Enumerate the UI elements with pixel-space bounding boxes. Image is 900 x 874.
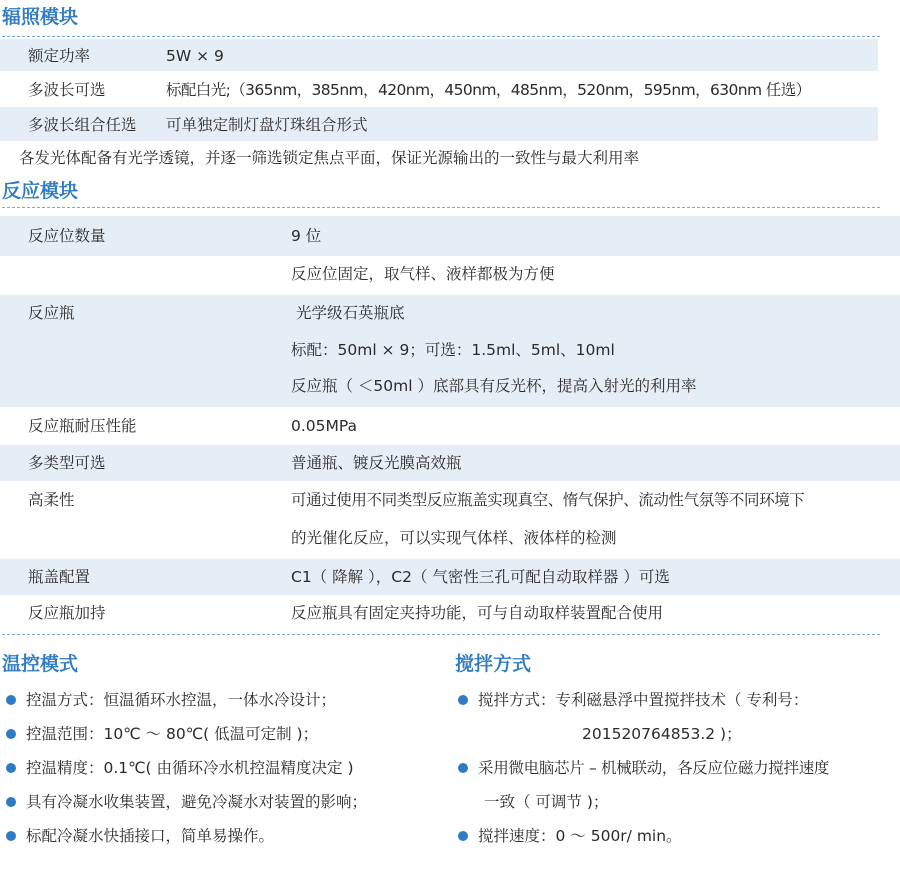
list-item: 控温精度：0.1℃( 由循环冷水机控温精度决定 ) bbox=[6, 757, 436, 791]
table-row bbox=[0, 559, 900, 595]
row-label: 反应瓶 bbox=[28, 304, 75, 322]
row-value: 0.05MPa bbox=[291, 417, 358, 435]
table-row bbox=[0, 216, 900, 256]
table-row bbox=[0, 107, 878, 141]
bullet-icon bbox=[6, 763, 16, 773]
row-value: 光学级石英瓶底 bbox=[296, 304, 405, 322]
row-label: 额定功率 bbox=[28, 47, 91, 65]
bullet-icon bbox=[458, 831, 468, 841]
row-value: 反应瓶具有固定夹持功能，可与自动取样装置配合使用 bbox=[291, 604, 664, 622]
divider bbox=[2, 634, 880, 635]
row-label: 多波长组合任选 bbox=[28, 116, 137, 134]
table-row bbox=[0, 408, 900, 444]
divider bbox=[2, 36, 880, 37]
list-item: 控温方式：恒温循环水控温，一体水冷设计； bbox=[6, 689, 436, 723]
row-value: 反应瓶（ ＜50ml ）底部具有反光杯，提高入射光的利用率 bbox=[291, 377, 697, 395]
stirring-list bbox=[458, 689, 898, 859]
row-label: 瓶盖配置 bbox=[28, 568, 91, 586]
row-label: 多波长可选 bbox=[28, 81, 106, 99]
row-label: 反应瓶加持 bbox=[28, 604, 106, 622]
row-value: 可通过使用不同类型反应瓶盖实现真空、惰气保护、流动性气氛等不同环境下 bbox=[291, 491, 805, 509]
table-row bbox=[0, 72, 878, 106]
list-item: 标配冷凝水快插接口，简单易操作。 bbox=[6, 825, 436, 859]
table-row bbox=[0, 596, 900, 630]
divider bbox=[2, 207, 880, 208]
row-value: 5W × 9 bbox=[166, 47, 224, 65]
irradiation-title: 辐照模块 bbox=[2, 6, 79, 28]
list-item: 搅拌方式：专利磁悬浮中置搅拌技术（ 专利号： 201520764853.2 )； bbox=[458, 689, 898, 757]
list-item: 采用微电脑芯片 – 机械联动，各反应位磁力搅拌速度 一致（ 可调节 )； bbox=[458, 757, 898, 825]
bullet-icon bbox=[6, 831, 16, 841]
row-value: 反应位固定，取气样、液样都极为方便 bbox=[291, 265, 555, 283]
row-label: 多类型可选 bbox=[28, 454, 106, 472]
row-label: 反应瓶耐压性能 bbox=[28, 417, 137, 435]
list-item: 搅拌速度：0 ～ 500r/ min。 bbox=[458, 825, 898, 859]
row-value: 9 位 bbox=[291, 227, 322, 245]
table-row bbox=[0, 482, 900, 558]
row-value: 的光催化反应，可以实现气体样、液体样的检测 bbox=[291, 529, 617, 547]
temperature-list bbox=[6, 689, 436, 859]
row-value: 可单独定制灯盘灯珠组合形式 bbox=[166, 116, 368, 134]
row-value: 标配：50ml × 9；可选：1.5ml、5ml、10ml bbox=[291, 341, 615, 359]
table-row bbox=[0, 39, 878, 71]
bullet-icon bbox=[6, 729, 16, 739]
table-row bbox=[0, 142, 878, 174]
row-label: 反应位数量 bbox=[28, 227, 106, 245]
row-value: 普通瓶、镀反光膜高效瓶 bbox=[291, 454, 462, 472]
list-item: 具有冷凝水收集装置，避免冷凝水对装置的影响； bbox=[6, 791, 436, 825]
bullet-icon bbox=[6, 695, 16, 705]
table-row bbox=[0, 445, 900, 481]
stirring-title: 搅拌方式 bbox=[455, 653, 532, 675]
row-value: C1（ 降解 ），C2（ 气密性三孔可配自动取样器 ）可选 bbox=[291, 568, 670, 586]
list-item: 控温范围：10℃ ～ 80℃( 低温可定制 )； bbox=[6, 723, 436, 757]
temperature-title: 温控模式 bbox=[2, 653, 79, 675]
row-label: 高柔性 bbox=[28, 491, 75, 509]
row-value: 标配白光;（365nm，385nm，420nm，450nm，485nm，520nm，595nm，630nm 任选） bbox=[166, 81, 811, 99]
bullet-icon bbox=[458, 763, 468, 773]
table-row bbox=[0, 295, 900, 407]
bullet-icon bbox=[458, 695, 468, 705]
reaction-title: 反应模块 bbox=[2, 180, 79, 202]
row-note: 各发光体配备有光学透镜，并逐一筛选锁定焦点平面，保证光源输出的一致性与最大利用率 bbox=[19, 149, 640, 167]
bullet-icon bbox=[6, 797, 16, 807]
table-row bbox=[0, 256, 900, 294]
